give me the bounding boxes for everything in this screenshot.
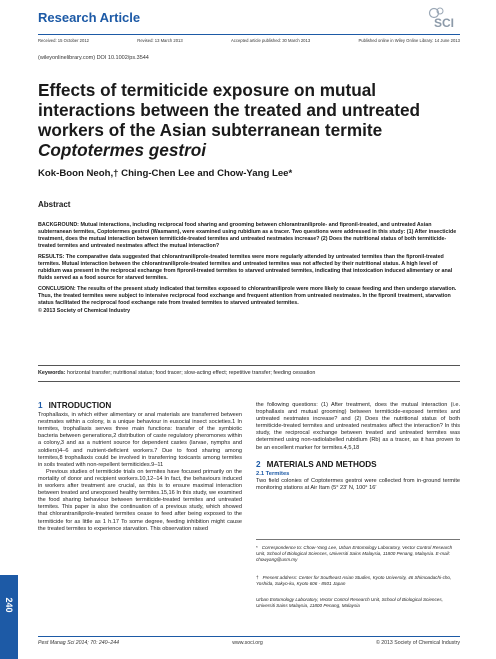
- footnote-mark-1: *: [256, 545, 258, 550]
- abstract-heading: Abstract: [38, 200, 71, 209]
- keywords-rule-bottom: [38, 381, 460, 382]
- abstract-results: RESULTS: The comparative data suggested that chlorantraniliprole-treated termites were more regularly attended by untreated termites than the fipronil-treated termites. Mutual interaction between the chlorantraniliprole-treated termites and untreated termites was not affected by their nutritional status. A high level of rubidium was present in the reciprocal exchange from fipronil-treated termites to starved untreated termites, indicating that intoxication induced alimentary or anal fluids served as a food source for starved termites.: [38, 254, 453, 282]
- intro-number: 1: [38, 401, 43, 410]
- received-date: Received: 15 October 2012: [38, 38, 89, 43]
- keywords-text: horizontal transfer; nutritional status; food tracer; slow-acting effect; repetitive transfer; feeding cessation: [65, 370, 316, 376]
- article-dates: [38, 38, 460, 43]
- page-tab: [0, 575, 18, 659]
- intro-paragraph-3: the following questions: (1) After treatment, does the mutual interaction (i.e. trophallaxis and mutual grooming) between termiticide-exposed termites and untreated nestmates increase? and (2) Does the nutritional status of both termiticide-treated termites and untreated nestmates affect the interaction? In this study, the reciprocal exchange between treated and untreated termites was determined using non-radiolabelled rubidium (Rb) as a tracer, as it has proven to be an excellent marker for termites.4,5,18: [256, 402, 460, 451]
- abstract-background: BACKGROUND: Mutual interactions, including reciprocal food sharing and grooming between chlorantraniliprole- and fipronil-treated, and untreated Asian subterranean termites, Coptotermes gestroi (Wasmann), were examined using rubidium as a tracer. Two questions were addressed in this study: (1) After insecticide treatment, does the mutual interaction between termiticide-treated termites and untreated nestmates increase? (2) Does the nutritional status of both termiticide-treated termites and untreated nestmates affect the mutual interaction?: [38, 222, 457, 250]
- online-date: Published online in Wiley Online Library: 14 June 2013: [358, 38, 460, 43]
- methods-number: 2: [256, 459, 261, 469]
- intro-paragraph-1: Trophallaxis, in which either alimentary or anal materials are transferred between nestmates within a colony, is a unique behaviour in eusocial insect societies.1 In termites, trophallaxis serves three main functions: transfer of the symbiotic bacteria between generations,2 distribution of caste regulatory pheromones within a colony,3 and as a nutrient source for dependent castes (larvae, nymphs and soldiers)4–6 and nutrient-deficient workers.7 Due to food sharing among termites,8 trophallaxis could be involved in transferring toxicants among termites in soils treated with non-repellent termiticides.9–11: [38, 412, 242, 468]
- page-number: 240: [4, 597, 14, 613]
- header-rule: [38, 34, 460, 35]
- methods-heading: [256, 461, 460, 468]
- abstract-copyright: © 2013 Society of Chemical Industry: [38, 307, 131, 314]
- journal-citation: Pest Manag Sci 2014; 70: 240–244: [38, 640, 120, 646]
- termites-subheading: 2.1 Termites: [256, 470, 290, 477]
- keywords-label: Keywords:: [38, 370, 66, 376]
- methods-title: MATERIALS AND METHODS: [266, 459, 377, 469]
- keywords-rule-top: [38, 365, 460, 366]
- intro-paragraph-2: Previous studies of termiticide trials on termites have focused primarily on the mortality of donor and recipient workers.10,12–14 In fact, the behaviours induced in workers after treatment are crucial, as this is to ensure maximal interaction between treated and unexposed healthy termites.15,16 In this study, we examined the food sharing behaviour between termiticide-treated termites and untreated termites. This paper is also the continuation of a previous study, which showed that chlorantraniliprole-treated termites cease to feed after being exposed to the termiticide for as little as 1 h.17 To some degree, feeding inhibition might cause the treated termites to experience starvation. This observation raised: [38, 468, 242, 532]
- footer-copyright: © 2013 Society of Chemical Industry: [376, 640, 460, 646]
- section-label: Research Article: [38, 10, 141, 25]
- footnote-present-address: [256, 575, 460, 587]
- right-column: [256, 402, 460, 492]
- abstract-conclusion: CONCLUSION: The results of the present study indicated that termites exposed to chlorantraniliprole were more likely to cease feeding and then undergo starvation. Thus, the treated termites were subject to intensive reciprocal food exchange and frequent attention from untreated nestmates. In the fipronil treatment, starvation status facilitated the reciprocal food exchange rate from treated termites to starved untreated termites.: [38, 286, 457, 307]
- logo-text: SCI: [434, 16, 455, 30]
- methods-paragraph-1: Two field colonies of Coptotermes gestroi were collected from in-ground termite monitoring stations at Air Itam (5° 23′ N, 100° 16′: [256, 477, 460, 491]
- footer-site-link[interactable]: www.soci.org: [232, 640, 263, 646]
- intro-title: INTRODUCTION: [48, 401, 112, 410]
- keywords-line: [38, 370, 315, 376]
- left-column: [38, 402, 242, 533]
- title-main: Effects of termiticide exposure on mutual interactions between the treated and untreated workers of the Asian subterranean termite: [38, 80, 421, 140]
- abstract-body: [38, 222, 460, 319]
- footnote-mark-2: †: [256, 575, 259, 580]
- footer-rule: [38, 636, 460, 637]
- article-title: [38, 80, 458, 160]
- footnote-text-2: Present address: Center for Southeast Asian Studies, Kyoto University, 46 Shimoadachi-cho, Yoshida, Sakyo-ku, Kyoto 606 - 8501 Japan: [256, 575, 452, 587]
- footnote-correspondence: [256, 545, 460, 564]
- footnote-affiliation: Urban Entomology Laboratory, Vector Control Research Unit, School of Biological Sciences, Universiti Sains Malaysia, 11800 Penang, Malaysia: [256, 597, 443, 609]
- revised-date: Revised: 13 March 2013: [137, 38, 183, 43]
- doi-line: (wileyonlinelibrary.com) DOI 10.1002/ps.3544: [38, 55, 149, 61]
- author-list: Kok-Boon Neoh,† Ching-Chen Lee and Chow-Yang Lee*: [38, 168, 293, 179]
- accepted-date: Accepted article published: 30 March 2013: [231, 38, 311, 43]
- footnote-text-1: Correspondence to: Chow-Yang Lee, Urban Entomology Laboratory, Vector Control Research Unit, School of Biological Sciences, Universiti Sains Malaysia, 11800 Penang, Malaysia. E-mail: chowyang@usm.my: [256, 545, 453, 563]
- intro-heading: [38, 402, 242, 409]
- footnote-rule: [256, 539, 460, 540]
- page-footer: [38, 640, 460, 646]
- title-species: Coptotermes gestroi: [38, 140, 207, 160]
- sci-logo: [424, 6, 470, 30]
